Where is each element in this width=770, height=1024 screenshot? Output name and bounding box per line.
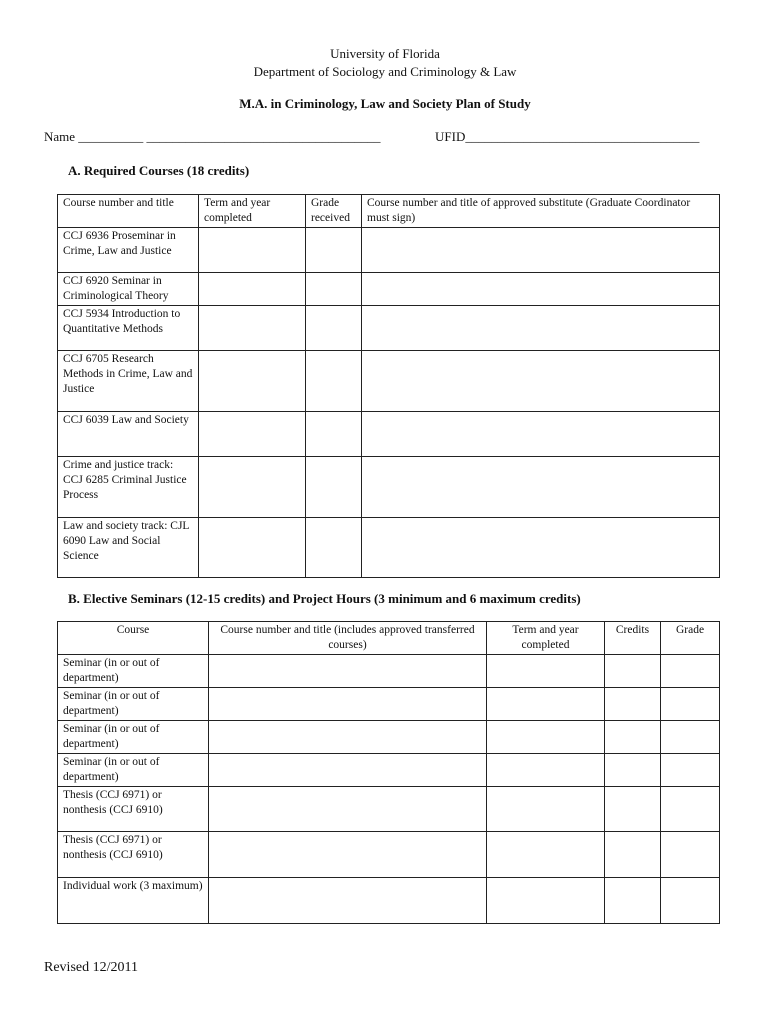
table-row [58,721,720,754]
course-title-cell[interactable] [209,832,487,878]
section-b-heading: B. Elective Seminars (12-15 credits) and Project Hours (3 minimum and 6 maximum credits) [68,591,581,606]
term-cell[interactable] [487,878,605,924]
grade-cell[interactable] [661,688,720,721]
term-cell[interactable] [199,306,306,351]
term-cell[interactable] [199,228,306,273]
column-header: Term and year completed [487,622,605,655]
table-row [58,832,720,878]
course-cell: Seminar (in or out of department) [58,655,209,688]
course-cell: Law and society track: CJL 6090 Law and Social Science [58,518,199,578]
course-title-cell[interactable] [209,655,487,688]
course-title-cell[interactable] [209,721,487,754]
course-cell: CCJ 6039 Law and Society [58,412,199,457]
university-name: University of Florida [330,46,440,61]
column-header: Course number and title (includes approved transferred courses) [209,622,487,655]
term-cell[interactable] [487,832,605,878]
table-row [58,787,720,832]
course-title-cell[interactable] [209,754,487,787]
table-row [58,412,720,457]
column-header: Credits [605,622,661,655]
course-cell: CCJ 6920 Seminar in Criminological Theory [58,273,199,306]
course-cell: Crime and justice track: CCJ 6285 Criminal Justice Process [58,457,199,518]
table-row [58,688,720,721]
grade-cell[interactable] [306,228,362,273]
table-row [58,457,720,518]
course-cell: CCJ 6705 Research Methods in Crime, Law and Justice [58,351,199,412]
section-a-heading: A. Required Courses (18 credits) [68,163,250,178]
substitute-cell[interactable] [362,273,720,306]
grade-cell[interactable] [661,721,720,754]
credits-cell[interactable] [605,878,661,924]
grade-cell[interactable] [306,306,362,351]
credits-cell[interactable] [605,754,661,787]
credits-cell[interactable] [605,832,661,878]
ufid-field[interactable]: UFID____________________________________ [435,129,700,144]
course-cell: Individual work (3 maximum) [58,878,209,924]
grade-cell[interactable] [661,832,720,878]
table-row [58,518,720,578]
course-title-cell[interactable] [209,688,487,721]
grade-cell[interactable] [306,273,362,306]
column-header: Term and year completed [199,195,306,228]
substitute-cell[interactable] [362,351,720,412]
column-header: Course number and title of approved substitute (Graduate Coordinator must sign) [362,195,720,228]
required-courses-table [57,194,720,578]
table-header-row [58,622,720,655]
grade-cell[interactable] [661,787,720,832]
substitute-cell[interactable] [362,412,720,457]
revised-date: Revised 12/2011 [44,960,138,975]
term-cell[interactable] [199,273,306,306]
grade-cell[interactable] [661,878,720,924]
table-row [58,878,720,924]
column-header: Grade [661,622,720,655]
grade-cell[interactable] [306,351,362,412]
column-header: Grade received [306,195,362,228]
credits-cell[interactable] [605,721,661,754]
department-name: Department of Sociology and Criminology & Law [253,64,517,79]
course-cell: CCJ 6936 Proseminar in Crime, Law and Justice [58,228,199,273]
course-cell: Seminar (in or out of department) [58,754,209,787]
term-cell[interactable] [199,457,306,518]
table-header-row [58,195,720,228]
table-row [58,754,720,787]
table-row [58,306,720,351]
substitute-cell[interactable] [362,228,720,273]
page-title: M.A. in Criminology, Law and Society Plan of Study [239,96,531,111]
elective-seminars-table [57,621,720,924]
name-field[interactable]: Name __________ ____________________________________ [44,129,381,144]
column-header: Course [58,622,209,655]
table-row [58,351,720,412]
substitute-cell[interactable] [362,518,720,578]
term-cell[interactable] [199,351,306,412]
course-cell: CCJ 5934 Introduction to Quantitative Methods [58,306,199,351]
substitute-cell[interactable] [362,306,720,351]
term-cell[interactable] [487,688,605,721]
term-cell[interactable] [487,721,605,754]
grade-cell[interactable] [306,412,362,457]
grade-cell[interactable] [661,754,720,787]
credits-cell[interactable] [605,787,661,832]
course-cell: Seminar (in or out of department) [58,688,209,721]
table-row [58,273,720,306]
credits-cell[interactable] [605,655,661,688]
grade-cell[interactable] [306,518,362,578]
table-row [58,655,720,688]
term-cell[interactable] [487,787,605,832]
grade-cell[interactable] [661,655,720,688]
course-title-cell[interactable] [209,787,487,832]
term-cell[interactable] [487,655,605,688]
table-row [58,228,720,273]
course-cell: Thesis (CCJ 6971) or nonthesis (CCJ 6910) [58,787,209,832]
course-cell: Seminar (in or out of department) [58,721,209,754]
grade-cell[interactable] [306,457,362,518]
substitute-cell[interactable] [362,457,720,518]
term-cell[interactable] [487,754,605,787]
course-cell: Thesis (CCJ 6971) or nonthesis (CCJ 6910) [58,832,209,878]
term-cell[interactable] [199,412,306,457]
term-cell[interactable] [199,518,306,578]
course-title-cell[interactable] [209,878,487,924]
credits-cell[interactable] [605,688,661,721]
column-header: Course number and title [58,195,199,228]
